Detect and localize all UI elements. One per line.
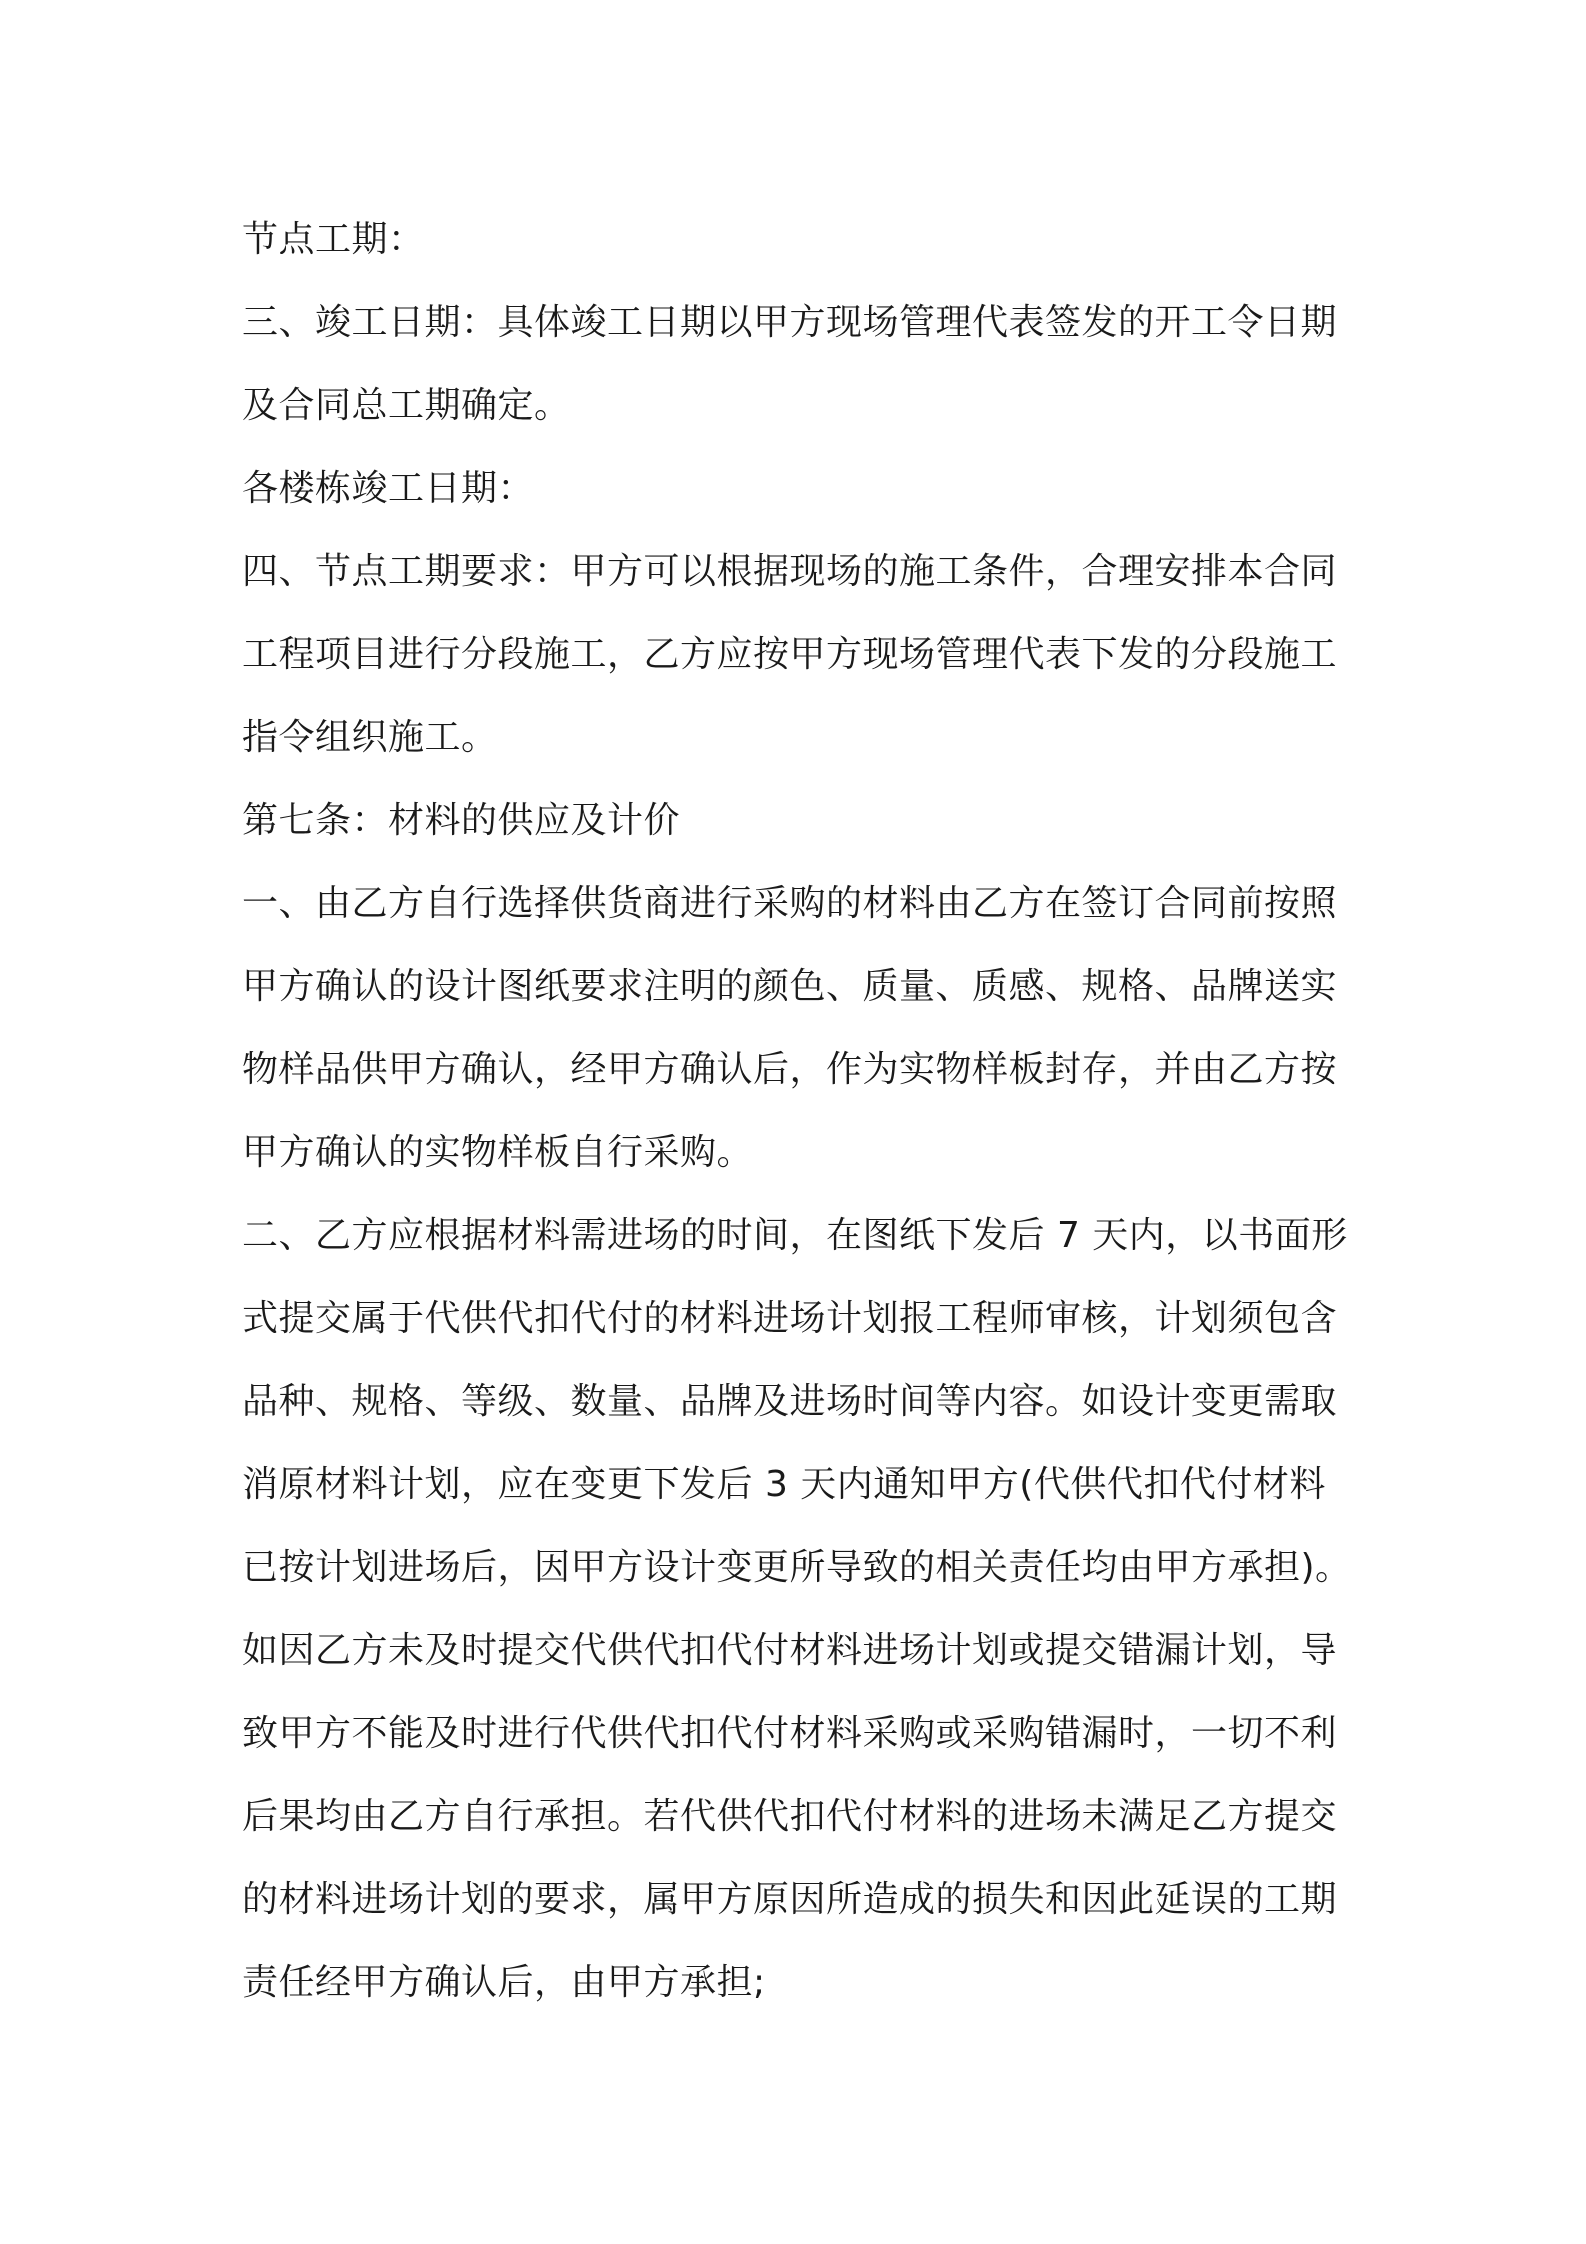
text-line: 物样品供甲方确认，经甲方确认后，作为实物样板封存，并由乙方按 (242, 1049, 1338, 1090)
text-line: 甲方确认的实物样板自行采购。 (242, 1132, 754, 1173)
text-line: 工程项目进行分段施工，乙方应按甲方现场管理代表下发的分段施工 (242, 634, 1338, 675)
text-line: 品种、规格、等级、数量、品牌及进场时间等内容。如设计变更需取 (242, 1381, 1338, 1422)
text-line: 二、乙方应根据材料需进场的时间，在图纸下发后 7 天内，以书面形 (242, 1215, 1348, 1256)
text-line: 的材料进场计划的要求，属甲方原因所造成的损失和因此延误的工期 (242, 1879, 1338, 1920)
text-line: 节点工期： (242, 219, 425, 260)
text-line: 四、节点工期要求：甲方可以根据现场的施工条件，合理安排本合同 (242, 551, 1338, 592)
text-line: 如因乙方未及时提交代供代扣代付材料进场计划或提交错漏计划，导 (242, 1630, 1338, 1671)
text-line: 已按计划进场后，因甲方设计变更所导致的相关责任均由甲方承担)。 (242, 1547, 1352, 1588)
text-line: 致甲方不能及时进行代供代扣代付材料采购或采购错漏时，一切不利 (242, 1713, 1338, 1754)
document-body (242, 198, 1362, 2024)
text-line: 甲方确认的设计图纸要求注明的颜色、质量、质感、规格、品牌送实 (242, 966, 1338, 1007)
section-heading: 第七条：材料的供应及计价 (242, 800, 681, 841)
text-line: 一、由乙方自行选择供货商进行采购的材料由乙方在签订合同前按照 (242, 883, 1338, 924)
text-line: 后果均由乙方自行承担。若代供代扣代付材料的进场未满足乙方提交 (242, 1796, 1338, 1837)
text-line: 指令组织施工。 (242, 717, 498, 758)
text-line: 式提交属于代供代扣代付的材料进场计划报工程师审核，计划须包含 (242, 1298, 1338, 1339)
text-line: 各楼栋竣工日期： (242, 468, 535, 509)
text-line: 三、竣工日期：具体竣工日期以甲方现场管理代表签发的开工令日期 (242, 302, 1338, 343)
text-line: 及合同总工期确定。 (242, 385, 571, 426)
text-line: 责任经甲方确认后，由甲方承担; (242, 1962, 766, 2003)
text-line: 消原材料计划，应在变更下发后 3 天内通知甲方(代供代扣代付材料 (242, 1464, 1326, 1505)
